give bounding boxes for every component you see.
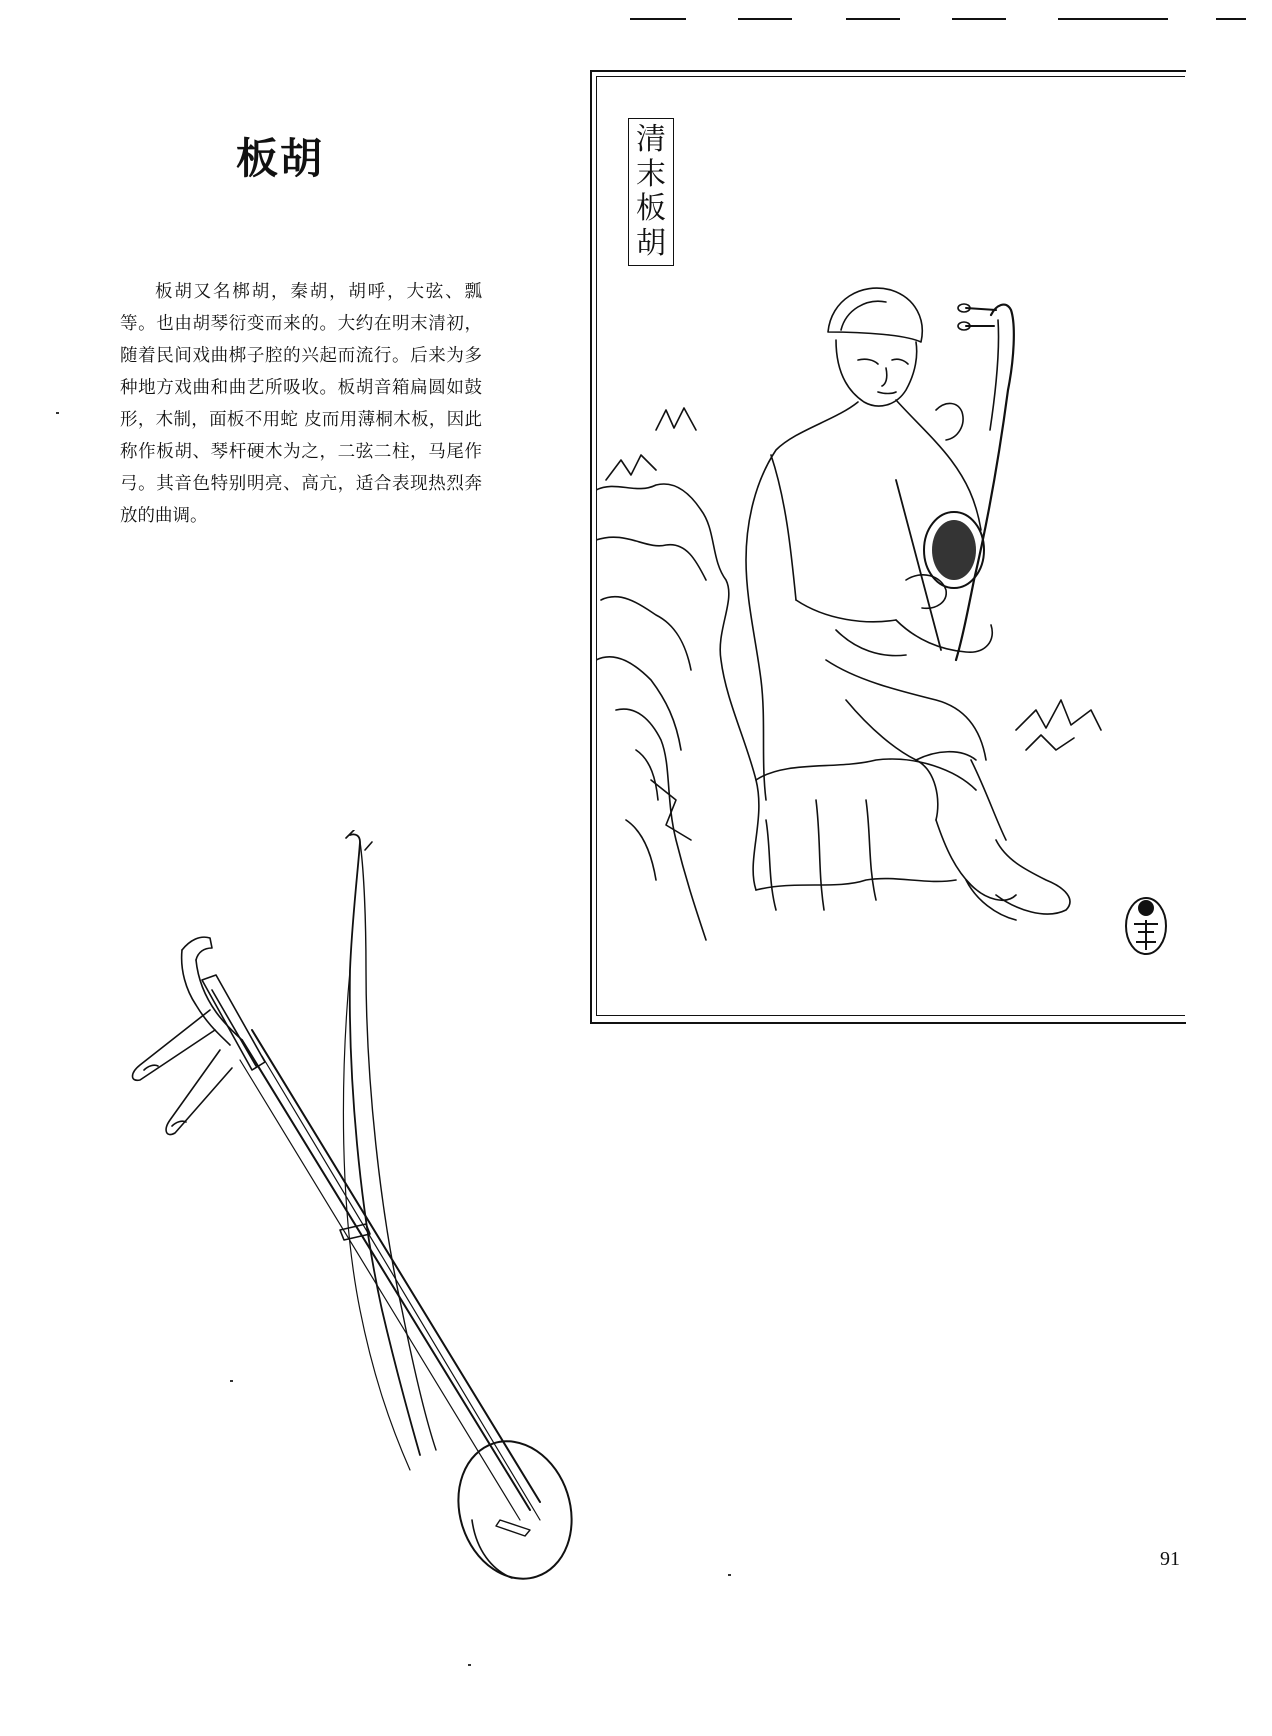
header-rule (630, 18, 686, 20)
banhu-instrument-drawing (120, 830, 600, 1610)
scan-speck (230, 1380, 233, 1382)
header-rules (0, 18, 1272, 22)
header-rule (1216, 18, 1246, 20)
cartouche-char: 末 (636, 156, 666, 192)
header-rule (738, 18, 792, 20)
cartouche-char: 清 (636, 122, 666, 158)
seated-musician-illustration (596, 280, 1116, 960)
page-number: 91 (1160, 1548, 1180, 1570)
scan-speck (728, 1574, 731, 1576)
header-rule (952, 18, 1006, 20)
body-paragraph: 板胡又名梆胡，秦胡，胡呼，大弦、瓢等。也由胡琴衍变而来的。大约在明末清初，随着民间戏曲梆子腔的兴起而流行。后来为多种地方戏曲和曲艺所吸收。板胡音箱扁圆如鼓形，木制，面板不用蛇 皮而用薄桐木板，因此称作板胡、琴杆硬木为之，二弦二柱，马尾作弓。其音色特别明亮、高亢，适合表现热烈奔放的曲调。 (120, 282, 482, 526)
plate-caption-cartouche (628, 118, 674, 266)
cartouche-char: 胡 (636, 225, 666, 261)
header-rule (1058, 18, 1168, 20)
scan-speck (468, 1664, 471, 1666)
cartouche-char: 板 (636, 191, 666, 227)
header-rule (846, 18, 900, 20)
artist-seal-icon (1118, 890, 1174, 960)
scan-speck (56, 412, 59, 414)
page-title: 板胡 (236, 134, 325, 183)
